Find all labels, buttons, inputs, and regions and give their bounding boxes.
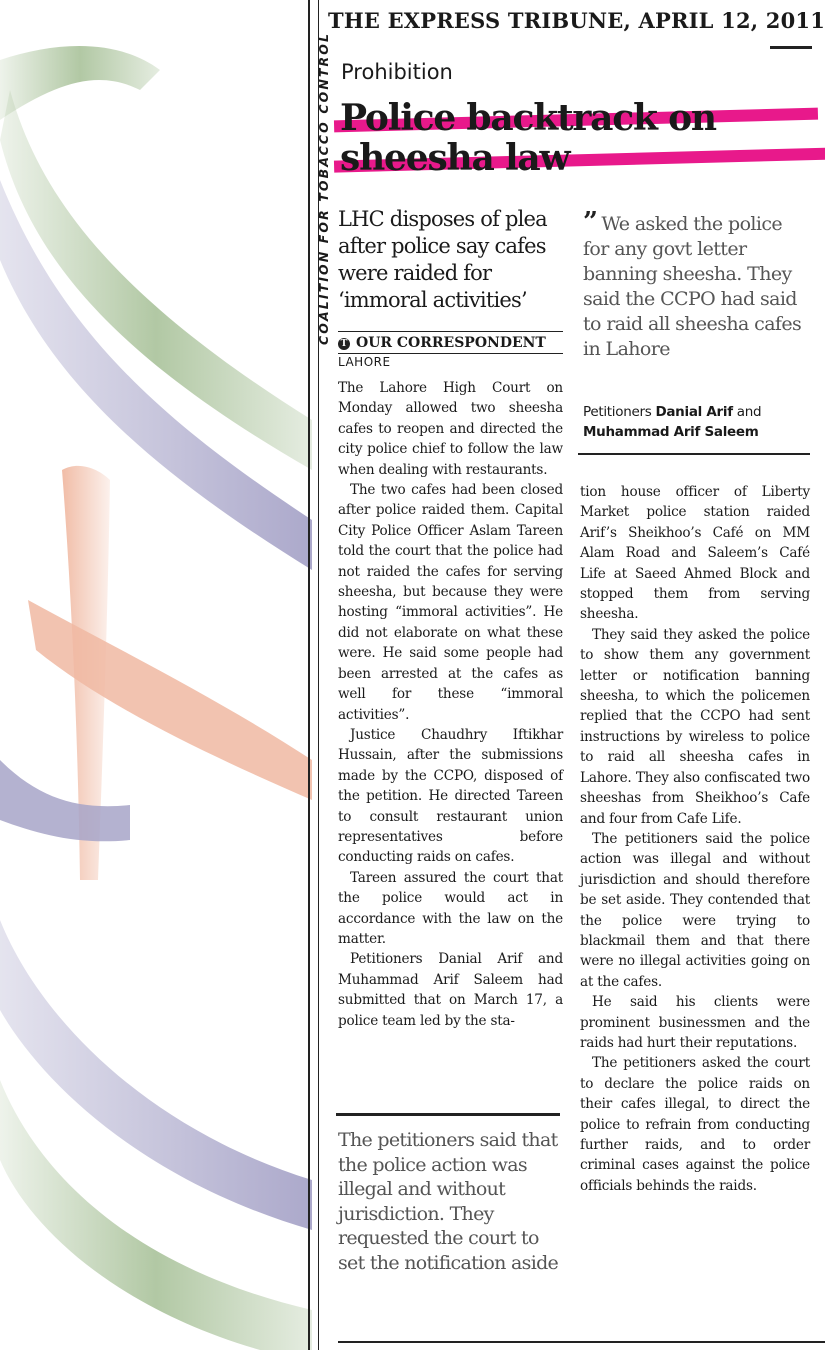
pull-quote-rule [578,453,810,455]
article-column-2 [580,482,810,1196]
bottom-pull-quote: The petitioners said that the police action was illegal and without jurisdiction. They requested the court to set the notification aside [338,1129,559,1274]
paragraph: Justice Chaudhry Iftikhar Hussain, after the submissions made by the CCPO, disposed of the petition. He directed Tareen to consult restaurant union representatives before conducting raids on cafes. [338,726,563,866]
pull-quote-text: We asked the police for any govt letter banning sheesha. They said the CCPO had said to raid all sheesha cafes in Lahore [583,213,802,360]
paragraph: The petitioners asked the court to declare the police raids on their cafes illegal, to direct the police to refrain from conducting further raids, and to order criminal cases against the police officials behinds the raids. [580,1055,810,1194]
headline-line-1: Police backtrack on [340,98,810,138]
tribune-t-icon: T [338,338,350,350]
deck-subheadline: LHC disposes of plea after police say cafes were raided for ‘immoral activities’ [338,207,547,312]
paragraph: Tareen assured the court that the police would act in accordance with the law on the matter. [338,869,563,947]
newspaper-masthead: THE EXPRESS TRIBUNE, APRIL 12, 2011 [328,8,825,33]
coalition-vertical-label: COALITION FOR TOBACCO CONTROL [316,31,331,345]
paragraph: Petitioners Danial Arif and Muhammad Arif Saleem had submitted that on March 17, a police team led by the sta- [338,951,563,1029]
pull-quote-credit [583,402,808,442]
quote-mark-icon: ” [583,207,598,237]
pull-quote [583,207,803,362]
credit-and: and [736,404,762,420]
coalition-logo-graphic [0,0,312,1350]
paragraph: He said his clients were prominent businessmen and the raids had hurt their reputations. [580,994,810,1051]
byline [338,331,563,351]
column-divider-left [308,0,310,1350]
credit-name-1: Danial Arif [655,404,733,420]
bottom-quote-rule [336,1113,560,1116]
paragraph: The petitioners said the police action was illegal and without jurisdiction and should therefore be set aside. They contended that the police were trying to blackmail them and that there were no illegal activities going on at the cafes. [580,830,810,990]
credit-prefix: Petitioners [583,404,652,420]
headline-line-2: sheesha law [340,138,810,178]
section-kicker: Prohibition [341,60,453,84]
paragraph: tion house officer of Liberty Market police station raided Arif’s Sheikhoo’s Café on MM Alam Road and Saleem’s Café Life at Saeed Ahmed Block and stopped them from serving sheesha. [580,484,810,623]
headline [340,98,810,178]
paragraph: The two cafes had been closed after police raided them. Capital City Police Officer Aslam Tareen told the court that the police had not raided the cafes for serving sheesha, but because they were hosting “immoral activities”. He did not elaborate on what these were. He said some people had been arrested at the cafes as well for these “immoral activities”. [338,482,563,723]
paragraph: They said they asked the police to show them any government letter or notification banning sheesha, to which the policemen replied that the CCPO had sent instructions by wireless to police to raid all sheesha cafes in Lahore. They also confiscated two sheeshas from Sheikhoo’s Cafe and four from Cafe Life. [580,626,810,827]
page-bottom-rule [338,1341,825,1343]
byline-text: OUR CORRESPONDENT [356,335,546,351]
article-column-1 [338,378,563,1031]
credit-name-2: Muhammad Arif Saleem [583,424,759,440]
paragraph: The Lahore High Court on Monday allowed two sheesha cafes to reopen and directed the city police chief to follow the law when dealing with restaurants. [338,380,563,478]
masthead-rule [770,46,812,49]
dateline: LAHORE [338,353,563,369]
